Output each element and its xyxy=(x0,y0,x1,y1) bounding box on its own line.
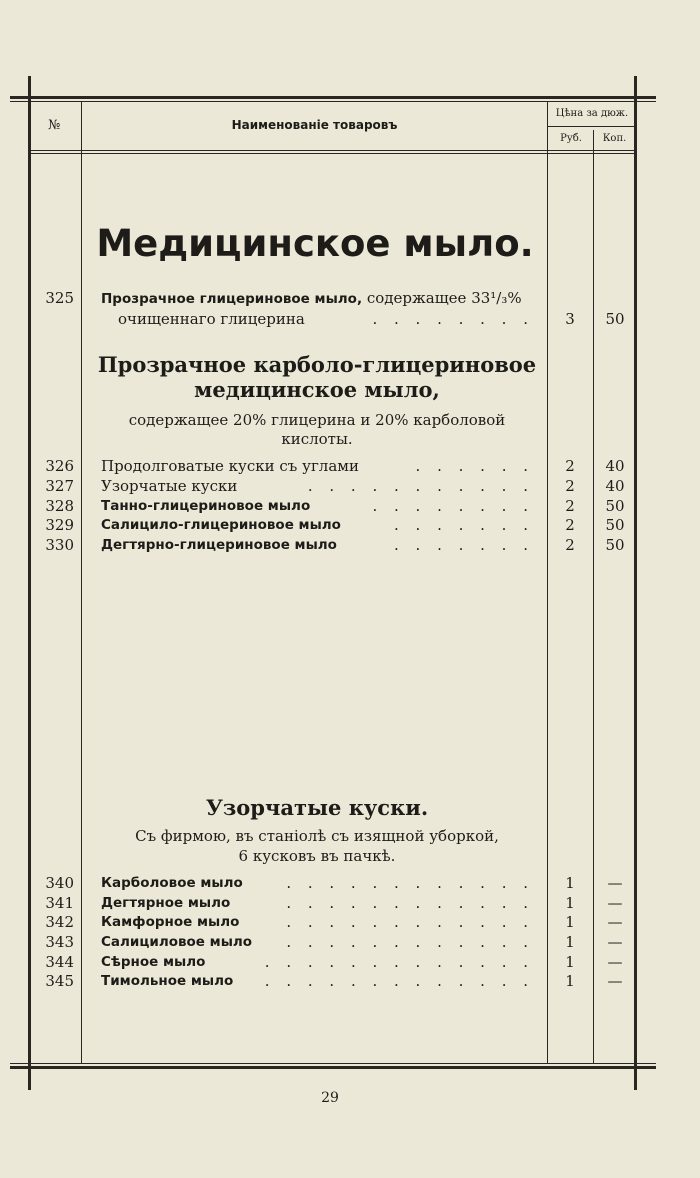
price-rub: 2 xyxy=(565,457,575,475)
price-rub: 1 xyxy=(565,894,575,912)
list-item xyxy=(0,476,700,496)
leader-dots: . . . . . . . xyxy=(394,516,534,534)
price-kop: 50 xyxy=(605,536,625,554)
item-name: Дегтярное мыло xyxy=(101,895,231,911)
price-rub: 1 xyxy=(565,874,575,892)
list-item xyxy=(0,456,700,476)
header-bottom-rule xyxy=(30,150,636,151)
item-name xyxy=(101,288,541,309)
section-subtitle-line1: Съ фирмою, въ станіолѣ съ изящной уборкой, xyxy=(135,827,499,845)
item-number: 344 xyxy=(45,953,74,971)
item-name: Дегтярно-глицериновое мыло xyxy=(101,537,337,553)
header-rub: Руб. xyxy=(560,133,582,144)
item-name: Салицило-глицериновое мыло xyxy=(101,517,341,533)
leader-dots: . . . . . . . xyxy=(394,536,534,554)
list-item xyxy=(0,912,700,932)
section-title-carbolic-glycerin-line2: медицинское мыло, xyxy=(194,377,440,402)
page-number: 29 xyxy=(321,1090,339,1106)
section-title-carbolic-glycerin-line1: Прозрачное карболо-глицериновое xyxy=(97,352,537,377)
price-rub: 1 xyxy=(565,913,575,931)
header-num: № xyxy=(48,118,61,133)
price-kop: — xyxy=(607,894,623,912)
leader-dots: . . . . . . . . xyxy=(372,310,534,328)
header-name: Наименованіе товаровъ xyxy=(231,118,398,132)
list-item xyxy=(0,893,700,913)
item-name: Узорчатые куски xyxy=(101,477,238,495)
leader-dots: . . . . . . . . . . . . . xyxy=(264,953,534,971)
header-bottom-rule-2 xyxy=(30,153,636,154)
price-kop: — xyxy=(607,874,623,892)
item-name: Тимольное мыло xyxy=(101,973,234,989)
section-subtitle-line1: содержащее 20% глицерина и 20% карболовой xyxy=(128,411,506,429)
item-number: 342 xyxy=(45,913,74,931)
item-number: 341 xyxy=(45,894,74,912)
price-kop: 40 xyxy=(605,477,625,495)
item-number: 329 xyxy=(45,516,74,534)
price-kop: — xyxy=(607,972,623,990)
leader-dots: . . . . . . . . . . . . xyxy=(286,874,534,892)
item-number: 327 xyxy=(45,477,74,495)
leader-dots: . . . . . . . . . . . xyxy=(307,477,534,495)
list-item xyxy=(0,873,700,893)
price-kop: — xyxy=(607,953,623,971)
price-kop: 50 xyxy=(605,310,625,328)
price-rub: 1 xyxy=(565,933,575,951)
bottom-rule-thick xyxy=(10,1066,656,1069)
price-rub: 1 xyxy=(565,972,575,990)
list-item xyxy=(0,932,700,952)
price-kop: — xyxy=(607,913,623,931)
price-rub: 2 xyxy=(565,497,575,515)
leader-dots: . . . . . . . . . . . . xyxy=(286,894,534,912)
list-item xyxy=(0,515,700,535)
price-kop: 50 xyxy=(605,497,625,515)
price-rub: 1 xyxy=(565,953,575,971)
leader-dots: . . . . . . . . xyxy=(372,497,534,515)
price-subheader-rule xyxy=(548,126,636,127)
list-item-325 xyxy=(0,288,700,308)
item-name-rest: содержащее 33¹/₃% xyxy=(362,289,522,307)
list-item xyxy=(0,535,700,555)
item-number: 328 xyxy=(45,497,74,515)
list-item xyxy=(0,952,700,972)
bottom-rule-thin xyxy=(10,1063,656,1064)
price-rub: 3 xyxy=(565,310,575,328)
item-name: Танно-глицериновое мыло xyxy=(101,498,311,514)
item-number: 330 xyxy=(45,536,74,554)
leader-dots: . . . . . . xyxy=(415,457,534,475)
item-number: 345 xyxy=(45,972,74,990)
header-price: Цѣна за дюж. xyxy=(555,108,629,119)
item-number: 326 xyxy=(45,457,74,475)
price-kop: 40 xyxy=(605,457,625,475)
section-subtitle-line2: кислоты. xyxy=(281,430,353,448)
item-name: Продолговатые куски съ углами xyxy=(101,457,359,475)
price-kop: 50 xyxy=(605,516,625,534)
section-subtitle-line2: 6 кусковъ въ пачкѣ. xyxy=(238,847,396,865)
list-item xyxy=(0,971,700,991)
section-title-medicinal-soap: Медицинское мыло. xyxy=(96,222,534,265)
item-name-bold: Прозрачное глицериновое мыло, xyxy=(101,291,363,307)
leader-dots: . . . . . . . . . . . . . xyxy=(264,972,534,990)
item-name: Салициловое мыло xyxy=(101,934,253,950)
item-name: Карболовое мыло xyxy=(101,875,243,891)
price-rub: 2 xyxy=(565,536,575,554)
section-title-patterned-pieces: Узорчатые куски. xyxy=(205,795,429,820)
price-rub: 2 xyxy=(565,477,575,495)
top-rule-thin xyxy=(10,101,656,102)
price-rub: 2 xyxy=(565,516,575,534)
list-item-325-line2 xyxy=(0,309,700,329)
item-name-line2: очищеннаго глицерина xyxy=(118,310,305,328)
top-rule-thick xyxy=(10,96,656,99)
price-kop: — xyxy=(607,933,623,951)
item-name: Сѣрное мыло xyxy=(101,954,206,970)
item-name: Камфорное мыло xyxy=(101,914,240,930)
leader-dots: . . . . . . . . . . . . xyxy=(286,933,534,951)
leader-dots: . . . . . . . . . . . . xyxy=(286,913,534,931)
header-kop: Коп. xyxy=(602,133,627,144)
item-number: 343 xyxy=(45,933,74,951)
item-number: 340 xyxy=(45,874,74,892)
list-item xyxy=(0,496,700,516)
item-number: 325 xyxy=(45,289,74,307)
